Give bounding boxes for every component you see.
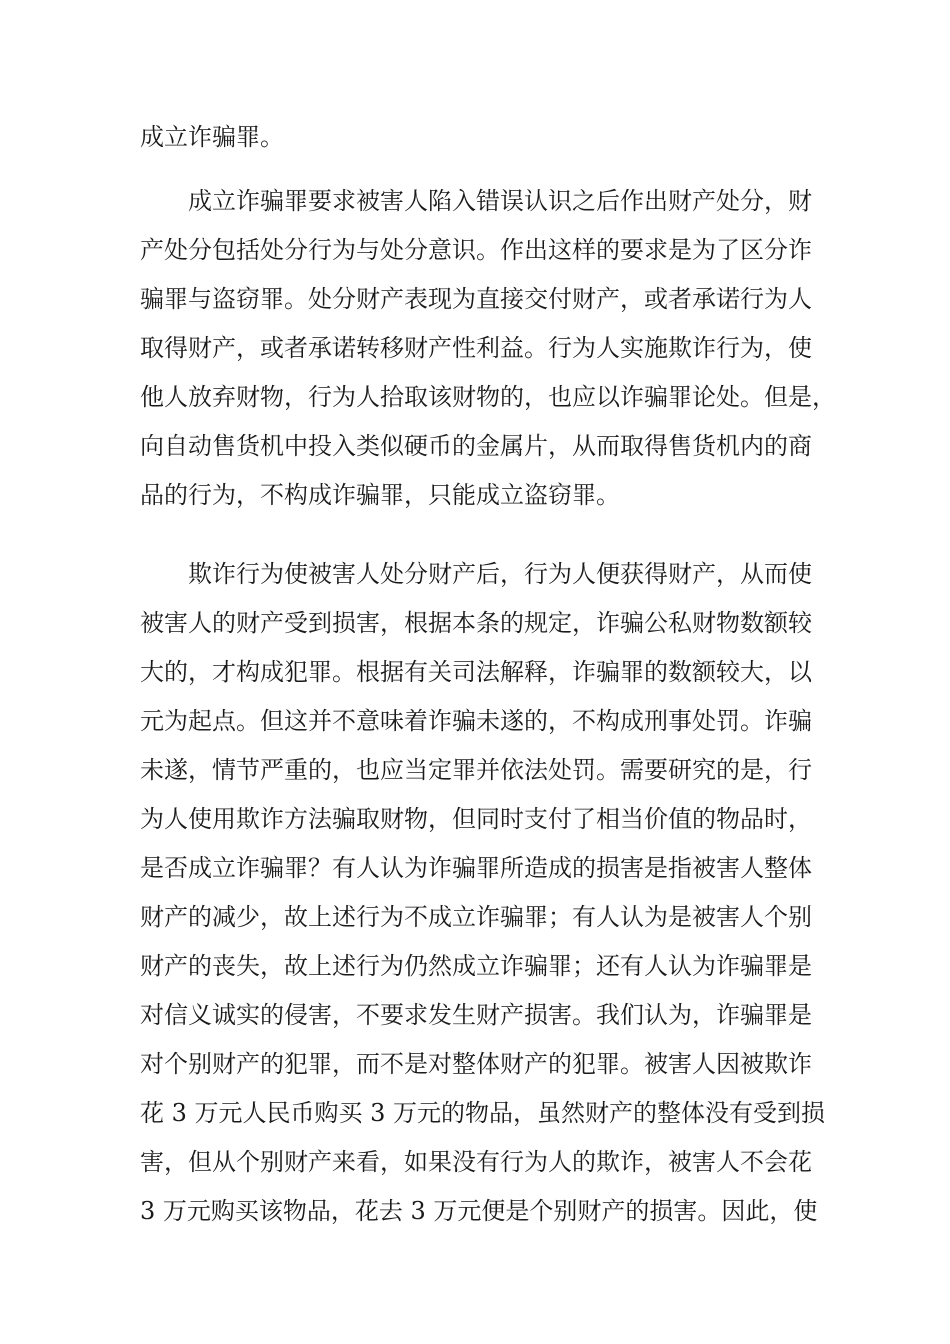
text-line: 3 万元购买该物品，花去 3 万元便是个别财产的损害。因此，使 [140, 1197, 818, 1225]
text-line: 他人放弃财物，行为人拾取该财物的，也应以诈骗罪论处。但是， [140, 383, 836, 411]
text-line: 产处分包括处分行为与处分意识。作出这样的要求是为了区分诈 [140, 236, 812, 264]
text-line: 元为起点。但这并不意味着诈骗未遂的，不构成刑事处罚。诈骗 [140, 707, 812, 735]
text-line: 成立诈骗罪。 [140, 123, 284, 151]
text-line: 财产的丧失，故上述行为仍然成立诈骗罪；还有人认为诈骗罪是 [140, 952, 812, 980]
text-line: 取得财产，或者承诺转移财产性利益。行为人实施欺诈行为，使 [140, 334, 812, 362]
text-line: 为人使用欺诈方法骗取财物，但同时支付了相当价值的物品时， [140, 805, 812, 833]
text-line: 欺诈行为使被害人处分财产后，行为人便获得财产，从而使 [188, 560, 812, 588]
text-line: 品的行为，不构成诈骗罪，只能成立盗窃罪。 [140, 481, 620, 509]
text-line: 被害人的财产受到损害，根据本条的规定，诈骗公私财物数额较 [140, 609, 812, 637]
text-line: 害，但从个别财产来看，如果没有行为人的欺诈，被害人不会花 [140, 1148, 812, 1176]
text-line: 对信义诚实的侵害，不要求发生财产损害。我们认为，诈骗罪是 [140, 1001, 812, 1029]
text-line: 财产的减少，故上述行为不成立诈骗罪；有人认为是被害人个别 [140, 903, 812, 931]
text-line: 骗罪与盗窃罪。处分财产表现为直接交付财产，或者承诺行为人 [140, 285, 812, 313]
text-line: 成立诈骗罪要求被害人陷入错误认识之后作出财产处分，财 [188, 187, 812, 215]
text-line: 未遂，情节严重的，也应当定罪并依法处罚。需要研究的是，行 [140, 756, 812, 784]
text-line: 是否成立诈骗罪？有人认为诈骗罪所造成的损害是指被害人整体 [140, 854, 812, 882]
text-line: 大的，才构成犯罪。根据有关司法解释，诈骗罪的数额较大，以 [140, 658, 812, 686]
text-line: 向自动售货机中投入类似硬币的金属片，从而取得售货机内的商 [140, 432, 812, 460]
text-line: 花 3 万元人民币购买 3 万元的物品，虽然财产的整体没有受到损 [140, 1099, 826, 1127]
text-line: 对个别财产的犯罪，而不是对整体财产的犯罪。被害人因被欺诈 [140, 1050, 812, 1078]
